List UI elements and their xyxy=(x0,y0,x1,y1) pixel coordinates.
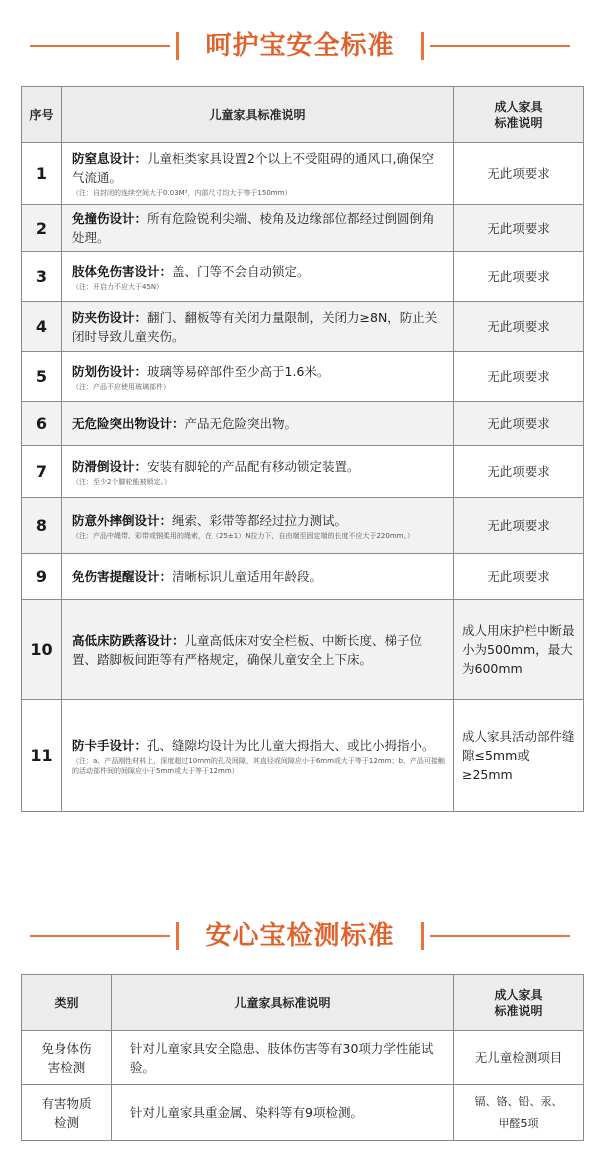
row-number: 1 xyxy=(22,143,62,205)
row-description xyxy=(62,446,454,498)
row-description xyxy=(62,143,454,205)
row-number: 7 xyxy=(22,446,62,498)
row-description xyxy=(62,402,454,446)
description-main xyxy=(72,457,445,476)
feature-text: 盖、门等不会自动锁定。 xyxy=(172,263,310,279)
feature-note: （注：自封闭的连续空间大于0.03M³，内部尺寸均大于等于150mm） xyxy=(72,189,292,197)
row-description xyxy=(62,252,454,302)
feature-title: 肢体免伤害设计： xyxy=(72,263,173,279)
header-adult xyxy=(454,87,584,143)
description-main xyxy=(72,209,445,247)
table-row xyxy=(22,143,584,205)
feature-text: 产品无危险突出物。 xyxy=(184,416,298,431)
feature-title: 防夹伤设计： xyxy=(72,309,148,325)
section-2-title: 安心宝检测标准 xyxy=(205,921,395,951)
row-number: 9 xyxy=(22,554,62,600)
row-number: 5 xyxy=(22,352,62,402)
feature-note: （注：开启力不应大于45N） xyxy=(72,282,164,291)
feature-title: 防意外摔倒设计： xyxy=(72,512,173,528)
row-number: 3 xyxy=(22,252,62,302)
adult-standard: 镉、铬、铅、汞、甲醛5项 xyxy=(454,1085,584,1141)
row-category: 有害物质检测 xyxy=(22,1085,112,1141)
feature-text: 儿童柜类家具设置2个以上不受阻碍的通风口,确保空气流通。 xyxy=(72,151,434,185)
feature-text: 儿童高低床对安全栏板、中断长度、梯子位置、踏脚板间距等有严格规定，确保儿童安全上下床。 xyxy=(72,632,423,667)
adult-standard: 无此项要求 xyxy=(454,554,584,600)
header-child: 儿童家具标准说明 xyxy=(62,87,454,143)
row-description xyxy=(62,554,454,600)
feature-title: 防滑倒设计： xyxy=(72,458,148,474)
feature-note: （注：产品不应使用玻璃部件） xyxy=(72,382,170,391)
adult-standard: 无此项要求 xyxy=(454,252,584,302)
section-2-header xyxy=(0,916,600,956)
adult-standard: 无此项要求 xyxy=(454,498,584,554)
table-row xyxy=(22,402,584,446)
header-adult xyxy=(454,975,584,1031)
row-description xyxy=(62,498,454,554)
feature-text: 清晰标识儿童适用年龄段。 xyxy=(172,569,323,584)
table-row xyxy=(22,554,584,600)
feature-title: 防卡手设计： xyxy=(72,737,148,753)
row-description xyxy=(62,700,454,812)
row-description: 针对儿童家具安全隐患、肢体伤害等有30项力学性能试验。 xyxy=(112,1031,454,1085)
row-number: 4 xyxy=(22,302,62,352)
feature-note: （注：产品中绳带、彩带或钢柔用的绳索，在（25±1）N拉力下，自由端至固定端的长度不应大于220mm。） xyxy=(72,531,414,540)
feature-title: 无危险突出物设计： xyxy=(72,416,185,431)
feature-note: （注：a、产品刚性材料上，深度超过10mm的孔及间隙，其直径或间隙应小于6mm或大于等于12mm；b、产品可接触的活动部件间的间隙应小于5mm或大于等于12mm） xyxy=(72,756,445,775)
feature-title: 防窒息设计： xyxy=(72,151,148,166)
table-row xyxy=(22,302,584,352)
feature-title: 防划伤设计： xyxy=(72,363,148,379)
section-1-header xyxy=(0,26,600,66)
description-main xyxy=(72,567,445,586)
description-main xyxy=(72,511,445,530)
header-adult-text: 成人家具 标准说明 xyxy=(494,987,543,1018)
feature-text: 翻门、翻板等有关闭力量限制，关闭力≥8N，防止关闭时导致儿童夹伤。 xyxy=(72,309,438,344)
table-row xyxy=(22,600,584,700)
description-main xyxy=(72,362,445,381)
adult-standard: 无此项要求 xyxy=(454,302,584,352)
row-number: 6 xyxy=(22,402,62,446)
feature-text: 安装有脚轮的产品配有移动锁定装置。 xyxy=(147,458,360,474)
adult-standard: 无此项要求 xyxy=(454,402,584,446)
adult-standard: 成人用床护栏中断最小为500mm，最大为600mm xyxy=(454,600,584,700)
adult-standard: 无此项要求 xyxy=(454,143,584,205)
testing-standard-table xyxy=(21,974,584,1141)
title-line-right xyxy=(430,45,570,47)
safety-standard-table xyxy=(21,86,584,812)
table-row xyxy=(22,252,584,302)
header-adult-text: 成人家具 标准说明 xyxy=(494,99,543,130)
header-num: 序号 xyxy=(22,87,62,143)
feature-title: 免撞伤设计： xyxy=(72,211,148,226)
adult-standard: 成人家具活动部件缝隙≤5mm或≥25mm xyxy=(454,700,584,812)
header-category: 类别 xyxy=(22,975,112,1031)
row-description xyxy=(62,600,454,700)
description-main xyxy=(72,149,445,187)
title-bar-right xyxy=(421,32,424,60)
section-1-title: 呵护宝安全标准 xyxy=(205,31,395,61)
description-main xyxy=(72,631,445,669)
row-description xyxy=(62,302,454,352)
table-row xyxy=(22,352,584,402)
table-row xyxy=(22,1085,584,1141)
title-bar-right xyxy=(421,922,424,950)
row-description xyxy=(62,205,454,252)
table-row xyxy=(22,1031,584,1085)
adult-standard: 无儿童检测项目 xyxy=(454,1031,584,1085)
row-number: 8 xyxy=(22,498,62,554)
row-number: 10 xyxy=(22,600,62,700)
table-row xyxy=(22,446,584,498)
description-main xyxy=(72,736,445,755)
table-row xyxy=(22,498,584,554)
feature-text: 绳索、彩带等都经过拉力测试。 xyxy=(172,512,348,528)
row-description: 针对儿童家具重金属、染料等有9项检测。 xyxy=(112,1085,454,1141)
feature-text: 孔、缝隙均设计为比儿童大拇指大、或比小拇指小。 xyxy=(147,737,435,753)
row-number: 11 xyxy=(22,700,62,812)
description-main xyxy=(72,262,445,281)
feature-title: 免伤害提醒设计： xyxy=(72,569,173,584)
adult-standard: 无此项要求 xyxy=(454,446,584,498)
description-main xyxy=(72,414,445,433)
adult-standard: 无此项要求 xyxy=(454,352,584,402)
row-category: 免身体伤害检测 xyxy=(22,1031,112,1085)
header-child: 儿童家具标准说明 xyxy=(112,975,454,1031)
adult-standard: 无此项要求 xyxy=(454,205,584,252)
feature-text: 玻璃等易碎部件至少高于1.6米。 xyxy=(147,363,330,379)
row-description xyxy=(62,352,454,402)
row-number: 2 xyxy=(22,205,62,252)
table-row xyxy=(22,205,584,252)
feature-title: 高低床防跌落设计： xyxy=(72,632,185,648)
feature-text: 所有危险锐利尖端、棱角及边缘部位都经过倒圆倒角处理。 xyxy=(72,211,435,245)
table-row xyxy=(22,700,584,812)
feature-note: （注：至少2个脚轮能被锁定。） xyxy=(72,477,171,486)
title-line-right xyxy=(430,935,570,937)
description-main xyxy=(72,308,445,346)
